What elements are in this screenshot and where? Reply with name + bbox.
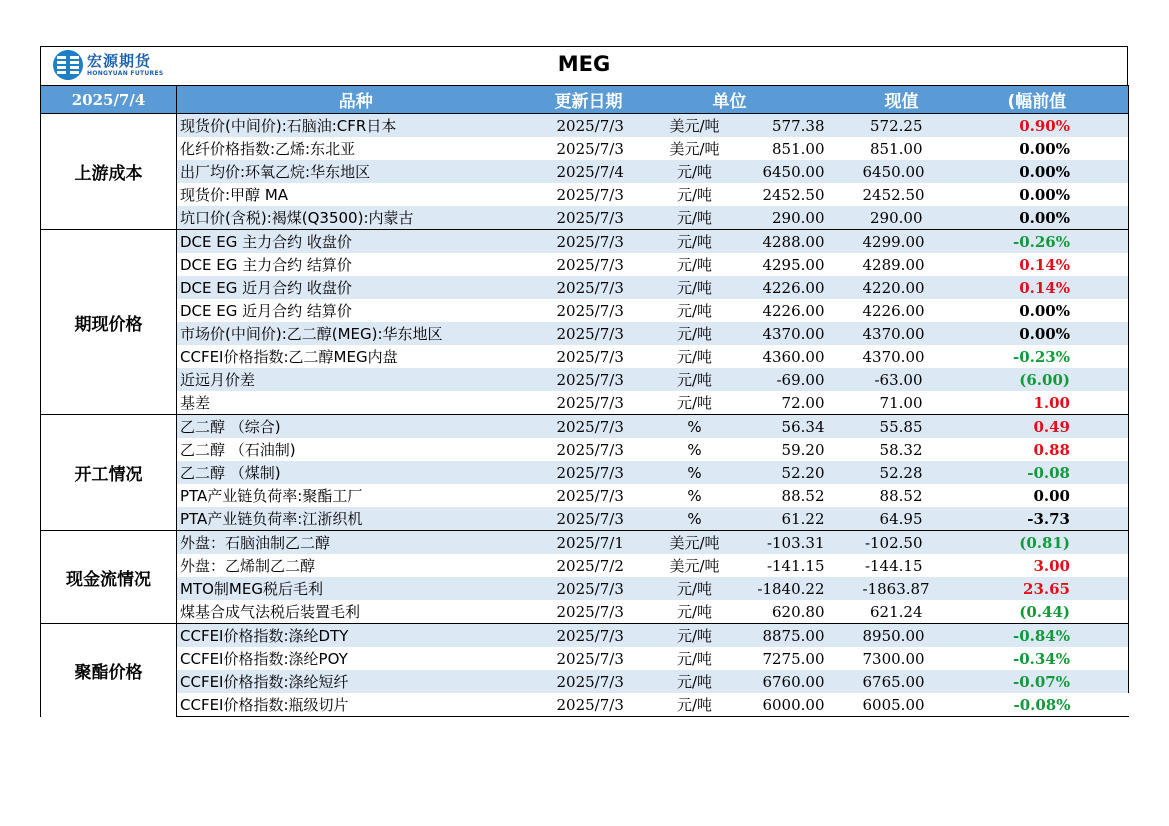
indicator-name: CCFEI价格指数:涤纶POY [180, 650, 348, 668]
change-value: -0.34% [1003, 647, 1129, 670]
indicator-name: 煤基合成气法税后装置毛利 [177, 600, 535, 624]
current-value: 71.00 [863, 391, 1003, 415]
table-row [41, 368, 1129, 391]
unit: 元/吨 [643, 160, 747, 183]
previous-value: 72.00 [747, 391, 863, 415]
previous-value: 290.00 [747, 206, 863, 230]
indicator-name: 市场价(中间价):乙二醇(MEG):华东地区 [177, 322, 535, 345]
update-date: 2025/7/3 [556, 255, 624, 274]
unit: 美元/吨 [643, 531, 747, 555]
unit: 元/吨 [643, 693, 747, 717]
header-variety: 品种 [177, 86, 535, 114]
previous-value: 88.52 [781, 486, 825, 505]
table-row [41, 183, 1129, 206]
update-date: 2025/7/3 [556, 301, 624, 320]
change-value: -0.07% [1003, 670, 1129, 693]
unit: % [643, 415, 747, 439]
indicator-name: CCFEI价格指数:涤纶DTY [177, 624, 535, 648]
update-date: 2025/7/3 [535, 600, 643, 624]
current-value: 7300.00 [862, 649, 925, 668]
indicator-name: 现货价(中间价):石脑油:CFR日本 [177, 114, 535, 138]
table-row [41, 600, 1129, 624]
group-label: 开工情况 [41, 415, 177, 531]
update-date: 2025/7/3 [556, 486, 624, 505]
current-value: 4370.00 [863, 322, 1003, 345]
table-row [41, 253, 1129, 276]
title-row [40, 46, 1128, 85]
header-current: 现值 [863, 86, 1003, 114]
previous-value: 4226.00 [747, 276, 863, 299]
indicator-name: PTA产业链负荷率:江浙织机 [177, 507, 535, 531]
data-sheet [40, 46, 1128, 717]
change-value: -0.84% [1003, 624, 1129, 648]
previous-value: 851.00 [772, 139, 825, 158]
table-row [41, 114, 1129, 138]
current-value: -1863.87 [863, 577, 1003, 600]
indicator-name: MTO制MEG税后毛利 [177, 577, 535, 600]
previous-value: 4360.00 [762, 347, 825, 366]
unit: 元/吨 [643, 600, 747, 624]
unit: 元/吨 [676, 256, 713, 274]
update-date: 2025/7/3 [535, 624, 643, 648]
indicator-name: 基差 [177, 391, 535, 415]
change-value: 0.00% [1003, 299, 1129, 322]
unit: 元/吨 [676, 302, 713, 320]
unit: 元/吨 [643, 230, 747, 254]
current-value: -144.15 [864, 556, 923, 575]
update-date: 2025/7/1 [535, 531, 643, 555]
indicator-name: 近远月价差 [177, 368, 535, 391]
unit: % [643, 507, 747, 531]
previous-value: 620.80 [747, 600, 863, 624]
table-row [41, 531, 1129, 555]
table-row [41, 137, 1129, 160]
previous-value: 56.34 [747, 415, 863, 439]
change-value: 0.14% [1003, 276, 1129, 299]
update-date: 2025/7/3 [535, 461, 643, 484]
unit: 元/吨 [643, 276, 747, 299]
current-value: 55.85 [863, 415, 1003, 439]
table-row [41, 206, 1129, 230]
unit: 元/吨 [643, 391, 747, 415]
update-date: 2025/7/3 [535, 415, 643, 439]
change-value: -0.08 [1003, 461, 1129, 484]
change-value: 3.00 [1003, 554, 1129, 577]
previous-value: 8875.00 [747, 624, 863, 648]
indicator-name: 现货价:甲醇 MA [180, 186, 289, 204]
previous-value: 61.22 [747, 507, 863, 531]
unit: 元/吨 [676, 348, 713, 366]
current-value: 4370.00 [862, 347, 925, 366]
header-update-date: 更新日期 [535, 86, 643, 114]
update-date: 2025/7/3 [535, 368, 643, 391]
unit: % [643, 461, 747, 484]
table-row [41, 670, 1129, 693]
current-value: 6765.00 [863, 670, 1003, 693]
unit: % [687, 440, 702, 459]
change-value: 0.14% [1003, 253, 1129, 276]
change-value: 0.00% [1003, 206, 1129, 230]
current-value: 6005.00 [863, 693, 1003, 717]
previous-value: 6450.00 [747, 160, 863, 183]
table-row [41, 276, 1129, 299]
change-value: (0.44) [1003, 600, 1129, 624]
previous-value: -141.15 [766, 556, 825, 575]
change-value: 0.49 [1003, 415, 1129, 439]
indicator-name: DCE EG 近月合约 结算价 [180, 302, 352, 320]
table-row [41, 299, 1129, 322]
unit: 元/吨 [643, 368, 747, 391]
table-row [41, 461, 1129, 484]
table-row [41, 624, 1129, 648]
change-value: 0.00% [1003, 322, 1129, 345]
unit: 美元/吨 [643, 114, 747, 138]
change-value: 0.88 [1003, 438, 1129, 461]
indicator-name: PTA产业链负荷率:聚酯工厂 [180, 487, 363, 505]
table-row [41, 577, 1129, 600]
unit: 元/吨 [676, 186, 713, 204]
change-value: 0.90% [1003, 114, 1129, 138]
change-value: -0.08% [1003, 693, 1129, 717]
change-value: 0.00% [1003, 160, 1129, 183]
change-value: (6.00) [1003, 368, 1129, 391]
table-row [41, 484, 1129, 507]
current-value: -102.50 [863, 531, 1003, 555]
update-date: 2025/7/3 [535, 230, 643, 254]
table-row [41, 322, 1129, 345]
update-date: 2025/7/3 [556, 347, 624, 366]
unit: 元/吨 [643, 206, 747, 230]
table-row [41, 391, 1129, 415]
current-value: 4289.00 [862, 255, 925, 274]
current-value: 6450.00 [863, 160, 1003, 183]
update-date: 2025/7/3 [556, 185, 624, 204]
update-date: 2025/7/3 [535, 670, 643, 693]
previous-value: 59.20 [781, 440, 825, 459]
change-value: 0.00 [1003, 484, 1129, 507]
update-date: 2025/7/3 [535, 114, 643, 138]
previous-value: 4295.00 [762, 255, 825, 274]
previous-value: 2452.50 [762, 185, 825, 204]
previous-value: 577.38 [747, 114, 863, 138]
previous-value: -103.31 [747, 531, 863, 555]
update-date: 2025/7/3 [556, 139, 624, 158]
table-row [41, 160, 1129, 183]
indicator-name: 乙二醇 （石油制) [180, 441, 296, 459]
indicator-name: 出厂均价:环氧乙烷:华东地区 [177, 160, 535, 183]
indicator-name: 化纤价格指数:乙烯:东北亚 [180, 140, 356, 158]
header-unit: 单位 [643, 86, 747, 114]
table-row [41, 415, 1129, 439]
update-date: 2025/7/3 [535, 276, 643, 299]
change-value: 1.00 [1003, 391, 1129, 415]
unit: 元/吨 [643, 577, 747, 600]
current-value: 58.32 [879, 440, 923, 459]
current-value: 88.52 [879, 486, 923, 505]
change-value: (0.81) [1003, 531, 1129, 555]
current-value: 851.00 [870, 139, 923, 158]
group-label: 期现价格 [41, 230, 177, 415]
update-date: 2025/7/4 [535, 160, 643, 183]
indicator-name: 坑口价(含税):褐煤(Q3500):内蒙古 [177, 206, 535, 230]
group-label: 现金流情况 [41, 531, 177, 624]
update-date: 2025/7/3 [535, 507, 643, 531]
indicator-name: DCE EG 主力合约 收盘价 [177, 230, 535, 254]
sheet-title: MEG [557, 52, 611, 76]
unit: 美元/吨 [669, 557, 720, 575]
current-value: 52.28 [863, 461, 1003, 484]
indicator-name: DCE EG 近月合约 收盘价 [177, 276, 535, 299]
indicator-name: CCFEI价格指数:瓶级切片 [177, 693, 535, 717]
unit: 元/吨 [643, 624, 747, 648]
previous-value: 4288.00 [747, 230, 863, 254]
current-value: 572.25 [863, 114, 1003, 138]
update-date: 2025/7/3 [535, 322, 643, 345]
data-table [40, 85, 1129, 717]
header-change: (幅前值 [1003, 86, 1129, 114]
update-date: 2025/7/3 [535, 577, 643, 600]
update-date: 2025/7/3 [556, 440, 624, 459]
table-row [41, 345, 1129, 368]
previous-value: 52.20 [747, 461, 863, 484]
previous-value: 6000.00 [747, 693, 863, 717]
unit: % [687, 486, 702, 505]
table-row [41, 554, 1129, 577]
indicator-name: 乙二醇 （煤制) [177, 461, 535, 484]
indicator-name: CCFEI价格指数:涤纶短纤 [177, 670, 535, 693]
change-value: 0.00% [1003, 183, 1129, 206]
change-value: 0.00% [1003, 137, 1129, 160]
unit: 美元/吨 [669, 140, 720, 158]
current-value: 621.24 [863, 600, 1003, 624]
indicator-name: 外盘：乙烯制乙二醇 [180, 557, 316, 575]
indicator-name: CCFEI价格指数:乙二醇MEG内盘 [180, 348, 398, 366]
update-date: 2025/7/3 [535, 391, 643, 415]
previous-value: -1840.22 [747, 577, 863, 600]
current-value: 4220.00 [863, 276, 1003, 299]
table-row [41, 230, 1129, 254]
previous-value: -69.00 [747, 368, 863, 391]
indicator-name: 乙二醇 （综合) [177, 415, 535, 439]
table-row [41, 438, 1129, 461]
previous-value: 7275.00 [762, 649, 825, 668]
current-value: -63.00 [863, 368, 1003, 391]
change-value: -0.23% [1003, 345, 1129, 368]
unit: 元/吨 [676, 650, 713, 668]
group-label: 上游成本 [41, 114, 177, 230]
header-row [41, 86, 1129, 114]
update-date: 2025/7/3 [556, 649, 624, 668]
logo-name-cn: 宏源期货 [87, 51, 152, 70]
current-value: 290.00 [863, 206, 1003, 230]
indicator-name: DCE EG 主力合约 结算价 [180, 256, 352, 274]
table-row [41, 647, 1129, 670]
table-row [41, 507, 1129, 531]
table-row [41, 693, 1129, 717]
current-value: 8950.00 [863, 624, 1003, 648]
group-label: 聚酯价格 [41, 624, 177, 717]
update-date: 2025/7/3 [535, 693, 643, 717]
previous-value: 4226.00 [762, 301, 825, 320]
logo-name-en: HONGYUAN FUTURES [87, 69, 164, 77]
change-value: -3.73 [1003, 507, 1129, 531]
indicator-name: 外盘：石脑油制乙二醇 [177, 531, 535, 555]
header-spacer [747, 86, 863, 114]
unit: 元/吨 [643, 670, 747, 693]
change-value: 23.65 [1003, 577, 1129, 600]
previous-value: 6760.00 [747, 670, 863, 693]
update-date: 2025/7/3 [535, 206, 643, 230]
change-value: -0.26% [1003, 230, 1129, 254]
current-value: 4299.00 [863, 230, 1003, 254]
previous-value: 4370.00 [747, 322, 863, 345]
current-value: 2452.50 [862, 185, 925, 204]
current-value: 4226.00 [862, 301, 925, 320]
update-date: 2025/7/2 [556, 556, 624, 575]
unit: 元/吨 [643, 322, 747, 345]
header-date: 2025/7/4 [41, 86, 177, 114]
current-value: 64.95 [863, 507, 1003, 531]
